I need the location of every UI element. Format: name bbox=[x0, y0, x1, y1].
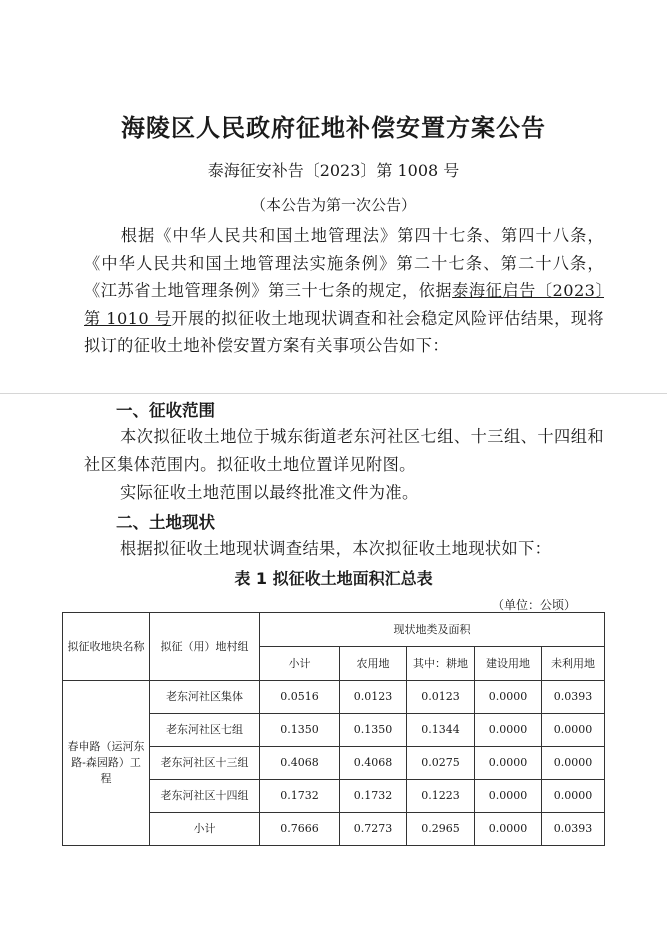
header-subtotal: 小计 bbox=[260, 647, 340, 681]
intro-text-1: 根据《中华人民共和国土地管理法》第四十七条、第四十八条，《中华人民共和国土地管理法实施条例》第二十七条、第二十八条，《江苏省土地管理条例》第三十七条的规定，依据 bbox=[84, 226, 604, 301]
header-current-land: 现状地类及面积 bbox=[260, 613, 605, 647]
table-row bbox=[63, 681, 605, 714]
intro-paragraph bbox=[84, 222, 604, 360]
status-text: 根据拟征收土地现状调查结果，本次拟征收土地现状如下： bbox=[120, 539, 552, 558]
construction-cell: 0.0000 bbox=[475, 714, 542, 747]
scope-paragraph bbox=[84, 423, 604, 478]
section-heading-status: 二、土地现状 bbox=[116, 513, 215, 532]
unused-cell: 0.0000 bbox=[542, 714, 605, 747]
reference-link[interactable]: 泰海征启告〔2023〕第 1010 号 bbox=[84, 281, 604, 328]
agri-cell: 0.1350 bbox=[340, 714, 407, 747]
construction-cell: 0.0000 bbox=[475, 747, 542, 780]
section-heading-scope: 一、征收范围 bbox=[116, 401, 215, 420]
header-agri: 农用地 bbox=[340, 647, 407, 681]
arable-cell: 0.0123 bbox=[407, 681, 475, 714]
subtotal-cell: 0.4068 bbox=[260, 747, 340, 780]
table-caption: 表 1 拟征收土地面积汇总表 bbox=[234, 569, 433, 588]
document-number: 泰海征安补告〔2023〕第 1008 号 bbox=[207, 161, 460, 180]
unused-cell: 0.0393 bbox=[542, 681, 605, 714]
block-name-cell: 春申路（运河东路-森园路）工程 bbox=[63, 681, 150, 846]
agri-cell: 0.0123 bbox=[340, 681, 407, 714]
notice-label: （本公告为第一次公告） bbox=[250, 196, 416, 214]
scope-note-paragraph bbox=[84, 479, 604, 507]
village-cell: 小计 bbox=[150, 813, 260, 846]
village-cell: 老东河社区十四组 bbox=[150, 780, 260, 813]
construction-cell: 0.0000 bbox=[475, 813, 542, 846]
village-cell: 老东河社区十三组 bbox=[150, 747, 260, 780]
agri-cell: 0.4068 bbox=[340, 747, 407, 780]
subtotal-cell: 0.7666 bbox=[260, 813, 340, 846]
intro-text-2: 开展的拟征收土地现状调查和社会稳定风险评估结果，现将拟订的征收土地补偿安置方案有关事项公告如下： bbox=[84, 308, 604, 356]
header-village: 拟征（用）地村组 bbox=[150, 613, 260, 681]
scope-note-text: 实际征收土地范围以最终批准文件为准。 bbox=[120, 483, 419, 502]
header-block-name: 拟征收地块名称 bbox=[63, 613, 150, 681]
arable-cell: 0.2965 bbox=[407, 813, 475, 846]
unused-cell: 0.0393 bbox=[542, 813, 605, 846]
unused-cell: 0.0000 bbox=[542, 747, 605, 780]
header-construction: 建设用地 bbox=[475, 647, 542, 681]
subtotal-cell: 0.1350 bbox=[260, 714, 340, 747]
subtotal-cell: 0.1732 bbox=[260, 780, 340, 813]
scan-divider bbox=[0, 393, 667, 394]
village-cell: 老东河社区集体 bbox=[150, 681, 260, 714]
arable-cell: 0.1223 bbox=[407, 780, 475, 813]
unused-cell: 0.0000 bbox=[542, 780, 605, 813]
status-paragraph bbox=[84, 535, 604, 563]
document-title: 海陵区人民政府征地补偿安置方案公告 bbox=[121, 113, 546, 142]
table-unit: （单位：公顷） bbox=[492, 598, 577, 612]
construction-cell: 0.0000 bbox=[475, 681, 542, 714]
arable-cell: 0.0275 bbox=[407, 747, 475, 780]
header-unused: 未利用地 bbox=[542, 647, 605, 681]
agri-cell: 0.7273 bbox=[340, 813, 407, 846]
construction-cell: 0.0000 bbox=[475, 780, 542, 813]
scope-text: 本次拟征收土地位于城东街道老东河社区七组、十三组、十四组和社区集体范围内。拟征收土地位置详见附图。 bbox=[84, 427, 604, 474]
subtotal-cell: 0.0516 bbox=[260, 681, 340, 714]
arable-cell: 0.1344 bbox=[407, 714, 475, 747]
village-cell: 老东河社区七组 bbox=[150, 714, 260, 747]
agri-cell: 0.1732 bbox=[340, 780, 407, 813]
header-arable: 其中：耕地 bbox=[407, 647, 475, 681]
land-area-table bbox=[62, 612, 605, 846]
